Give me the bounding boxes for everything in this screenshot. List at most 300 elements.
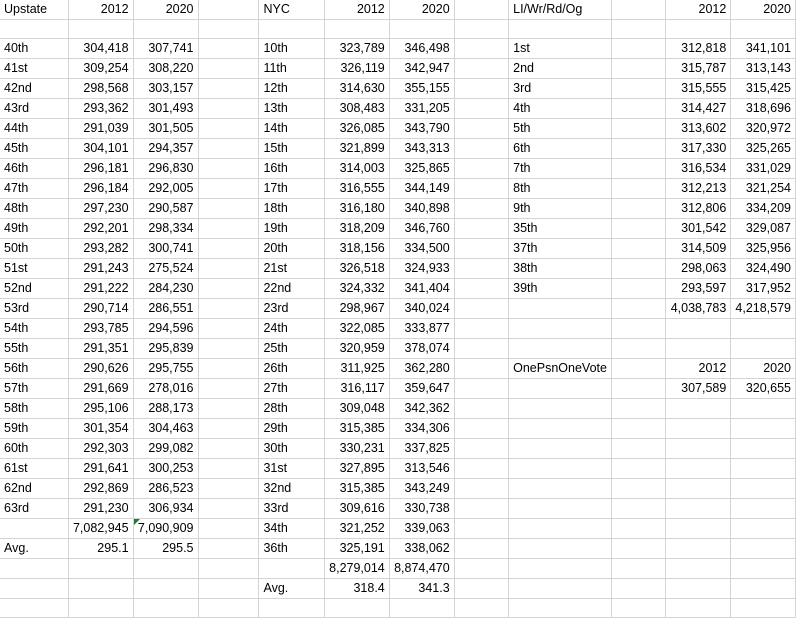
sheet-cell[interactable] xyxy=(68,579,133,599)
sheet-cell[interactable]: 291,641 xyxy=(68,459,133,479)
sheet-cell[interactable] xyxy=(731,419,796,439)
sheet-cell[interactable]: 293,282 xyxy=(68,239,133,259)
sheet-cell[interactable] xyxy=(509,379,612,399)
sheet-cell[interactable]: 341,404 xyxy=(389,279,454,299)
sheet-cell[interactable]: 293,597 xyxy=(666,279,731,299)
sheet-cell[interactable] xyxy=(611,459,665,479)
sheet-cell[interactable]: 291,669 xyxy=(68,379,133,399)
sheet-cell[interactable] xyxy=(509,299,612,319)
sheet-cell[interactable]: 49th xyxy=(0,219,68,239)
sheet-cell[interactable] xyxy=(454,439,508,459)
sheet-cell[interactable]: 56th xyxy=(0,359,68,379)
sheet-cell[interactable] xyxy=(509,539,612,559)
sheet-cell[interactable]: 309,616 xyxy=(324,499,389,519)
sheet-cell[interactable] xyxy=(198,439,259,459)
sheet-cell[interactable]: 61st xyxy=(0,459,68,479)
sheet-cell[interactable]: 291,230 xyxy=(68,499,133,519)
sheet-cell[interactable]: 317,952 xyxy=(731,279,796,299)
sheet-cell[interactable] xyxy=(611,559,665,579)
sheet-cell[interactable]: 334,209 xyxy=(731,199,796,219)
sheet-cell[interactable] xyxy=(611,419,665,439)
sheet-cell[interactable] xyxy=(454,0,508,20)
sheet-cell[interactable]: 51st xyxy=(0,259,68,279)
sheet-cell[interactable] xyxy=(731,20,796,39)
sheet-cell[interactable]: 12th xyxy=(259,79,324,99)
sheet-cell[interactable] xyxy=(198,139,259,159)
sheet-cell[interactable] xyxy=(509,479,612,499)
sheet-cell[interactable]: 3rd xyxy=(509,79,612,99)
sheet-cell[interactable]: 57th xyxy=(0,379,68,399)
sheet-cell[interactable]: Avg. xyxy=(0,539,68,559)
sheet-cell[interactable]: 293,362 xyxy=(68,99,133,119)
sheet-cell[interactable] xyxy=(133,20,198,39)
sheet-cell[interactable] xyxy=(611,359,665,379)
sheet-cell[interactable] xyxy=(68,559,133,579)
sheet-cell[interactable]: 303,157 xyxy=(133,79,198,99)
sheet-cell[interactable]: 20th xyxy=(259,239,324,259)
sheet-cell[interactable]: 343,790 xyxy=(389,119,454,139)
sheet-cell[interactable] xyxy=(454,499,508,519)
sheet-cell[interactable]: 304,101 xyxy=(68,139,133,159)
sheet-cell[interactable] xyxy=(198,339,259,359)
sheet-cell[interactable]: 4,038,783 xyxy=(666,299,731,319)
sheet-cell[interactable]: 295,755 xyxy=(133,359,198,379)
sheet-cell[interactable] xyxy=(68,20,133,39)
sheet-cell[interactable]: 330,738 xyxy=(389,499,454,519)
sheet-cell[interactable]: 42nd xyxy=(0,79,68,99)
sheet-cell[interactable]: 300,741 xyxy=(133,239,198,259)
sheet-cell[interactable]: 31st xyxy=(259,459,324,479)
sheet-cell[interactable]: 60th xyxy=(0,439,68,459)
sheet-cell[interactable]: 55th xyxy=(0,339,68,359)
sheet-cell[interactable]: 346,498 xyxy=(389,39,454,59)
sheet-cell[interactable]: 304,463 xyxy=(133,419,198,439)
sheet-cell[interactable]: 304,418 xyxy=(68,39,133,59)
sheet-cell[interactable] xyxy=(454,139,508,159)
sheet-cell[interactable]: 286,523 xyxy=(133,479,198,499)
sheet-cell[interactable]: 2020 xyxy=(731,359,796,379)
sheet-cell[interactable]: 2020 xyxy=(133,0,198,20)
sheet-cell[interactable]: 24th xyxy=(259,319,324,339)
sheet-cell[interactable] xyxy=(731,519,796,539)
sheet-cell[interactable]: 7,090,909 xyxy=(133,519,198,539)
sheet-cell[interactable]: 341,101 xyxy=(731,39,796,59)
sheet-cell[interactable] xyxy=(454,179,508,199)
sheet-cell[interactable]: 313,602 xyxy=(666,119,731,139)
sheet-cell[interactable]: 362,280 xyxy=(389,359,454,379)
sheet-cell[interactable] xyxy=(731,339,796,359)
sheet-cell[interactable]: 327,895 xyxy=(324,459,389,479)
sheet-cell[interactable] xyxy=(198,159,259,179)
sheet-cell[interactable]: 25th xyxy=(259,339,324,359)
sheet-cell[interactable] xyxy=(666,319,731,339)
sheet-cell[interactable] xyxy=(198,79,259,99)
sheet-cell[interactable] xyxy=(198,239,259,259)
sheet-cell[interactable] xyxy=(611,499,665,519)
sheet-cell[interactable] xyxy=(731,399,796,419)
sheet-cell[interactable]: 307,589 xyxy=(666,379,731,399)
sheet-cell[interactable]: 346,760 xyxy=(389,219,454,239)
sheet-cell[interactable] xyxy=(198,219,259,239)
sheet-cell[interactable] xyxy=(198,379,259,399)
sheet-cell[interactable]: 291,039 xyxy=(68,119,133,139)
sheet-cell[interactable]: 307,741 xyxy=(133,39,198,59)
sheet-cell[interactable]: 29th xyxy=(259,419,324,439)
sheet-cell[interactable] xyxy=(259,599,324,618)
sheet-cell[interactable] xyxy=(454,479,508,499)
sheet-cell[interactable]: 340,898 xyxy=(389,199,454,219)
sheet-cell[interactable] xyxy=(198,59,259,79)
sheet-cell[interactable] xyxy=(666,599,731,618)
sheet-cell[interactable]: 300,253 xyxy=(133,459,198,479)
sheet-cell[interactable]: 22nd xyxy=(259,279,324,299)
sheet-cell[interactable] xyxy=(454,579,508,599)
sheet-cell[interactable]: 312,806 xyxy=(666,199,731,219)
sheet-cell[interactable]: 11th xyxy=(259,59,324,79)
sheet-cell[interactable] xyxy=(509,399,612,419)
sheet-cell[interactable]: 19th xyxy=(259,219,324,239)
sheet-cell[interactable]: 44th xyxy=(0,119,68,139)
sheet-cell[interactable]: 325,865 xyxy=(389,159,454,179)
sheet-cell[interactable] xyxy=(454,559,508,579)
sheet-cell[interactable]: 30th xyxy=(259,439,324,459)
sheet-cell[interactable] xyxy=(611,159,665,179)
sheet-cell[interactable] xyxy=(611,379,665,399)
sheet-cell[interactable]: 324,490 xyxy=(731,259,796,279)
sheet-cell[interactable]: Upstate xyxy=(0,0,68,20)
sheet-cell[interactable]: 329,087 xyxy=(731,219,796,239)
sheet-cell[interactable]: 2020 xyxy=(731,0,796,20)
sheet-cell[interactable] xyxy=(611,539,665,559)
sheet-cell[interactable]: 318,209 xyxy=(324,219,389,239)
sheet-cell[interactable]: 32nd xyxy=(259,479,324,499)
sheet-cell[interactable]: 47th xyxy=(0,179,68,199)
sheet-cell[interactable] xyxy=(198,99,259,119)
sheet-cell[interactable] xyxy=(454,299,508,319)
sheet-cell[interactable] xyxy=(611,259,665,279)
sheet-cell[interactable]: 43rd xyxy=(0,99,68,119)
sheet-cell[interactable]: 45th xyxy=(0,139,68,159)
sheet-cell[interactable]: 5th xyxy=(509,119,612,139)
sheet-cell[interactable]: 295.5 xyxy=(133,539,198,559)
sheet-cell[interactable] xyxy=(454,39,508,59)
sheet-cell[interactable] xyxy=(731,539,796,559)
sheet-cell[interactable]: 301,354 xyxy=(68,419,133,439)
sheet-cell[interactable]: 292,869 xyxy=(68,479,133,499)
sheet-cell[interactable] xyxy=(133,579,198,599)
sheet-cell[interactable]: 299,082 xyxy=(133,439,198,459)
sheet-cell[interactable] xyxy=(198,579,259,599)
sheet-cell[interactable]: 278,016 xyxy=(133,379,198,399)
sheet-cell[interactable]: 316,117 xyxy=(324,379,389,399)
sheet-cell[interactable]: 341.3 xyxy=(389,579,454,599)
sheet-cell[interactable]: 308,483 xyxy=(324,99,389,119)
sheet-cell[interactable] xyxy=(666,479,731,499)
sheet-cell[interactable]: 318,696 xyxy=(731,99,796,119)
sheet-cell[interactable] xyxy=(666,419,731,439)
sheet-cell[interactable] xyxy=(68,599,133,618)
sheet-cell[interactable] xyxy=(198,519,259,539)
sheet-cell[interactable] xyxy=(454,79,508,99)
sheet-cell[interactable]: 15th xyxy=(259,139,324,159)
sheet-cell[interactable] xyxy=(611,20,665,39)
sheet-cell[interactable]: 324,332 xyxy=(324,279,389,299)
sheet-cell[interactable] xyxy=(198,39,259,59)
sheet-cell[interactable]: 293,785 xyxy=(68,319,133,339)
sheet-cell[interactable] xyxy=(198,419,259,439)
sheet-cell[interactable] xyxy=(454,419,508,439)
sheet-cell[interactable]: 36th xyxy=(259,539,324,559)
sheet-cell[interactable]: 342,947 xyxy=(389,59,454,79)
sheet-cell[interactable] xyxy=(198,319,259,339)
sheet-cell[interactable]: 326,085 xyxy=(324,119,389,139)
sheet-cell[interactable]: 286,551 xyxy=(133,299,198,319)
sheet-cell[interactable]: 2nd xyxy=(509,59,612,79)
sheet-cell[interactable] xyxy=(509,439,612,459)
sheet-cell[interactable]: 290,714 xyxy=(68,299,133,319)
sheet-cell[interactable]: 301,493 xyxy=(133,99,198,119)
sheet-cell[interactable]: 292,201 xyxy=(68,219,133,239)
sheet-cell[interactable] xyxy=(389,599,454,618)
sheet-cell[interactable]: 321,899 xyxy=(324,139,389,159)
sheet-cell[interactable] xyxy=(509,459,612,479)
sheet-cell[interactable]: 314,509 xyxy=(666,239,731,259)
sheet-cell[interactable] xyxy=(731,479,796,499)
sheet-cell[interactable] xyxy=(454,20,508,39)
sheet-cell[interactable]: 309,254 xyxy=(68,59,133,79)
sheet-cell[interactable]: 297,230 xyxy=(68,199,133,219)
sheet-cell[interactable]: 6th xyxy=(509,139,612,159)
sheet-cell[interactable]: 343,313 xyxy=(389,139,454,159)
sheet-cell[interactable]: 54th xyxy=(0,319,68,339)
sheet-cell[interactable] xyxy=(611,79,665,99)
sheet-cell[interactable]: 48th xyxy=(0,199,68,219)
sheet-cell[interactable]: 8th xyxy=(509,179,612,199)
sheet-cell[interactable] xyxy=(454,219,508,239)
sheet-cell[interactable] xyxy=(198,179,259,199)
sheet-cell[interactable] xyxy=(198,259,259,279)
sheet-cell[interactable]: 27th xyxy=(259,379,324,399)
sheet-cell[interactable]: 312,818 xyxy=(666,39,731,59)
sheet-cell[interactable]: OnePsnOneVote xyxy=(509,359,612,379)
sheet-cell[interactable] xyxy=(454,399,508,419)
sheet-cell[interactable]: 309,048 xyxy=(324,399,389,419)
sheet-cell[interactable] xyxy=(666,339,731,359)
sheet-cell[interactable] xyxy=(198,499,259,519)
sheet-cell[interactable] xyxy=(454,319,508,339)
sheet-cell[interactable]: 288,173 xyxy=(133,399,198,419)
sheet-cell[interactable] xyxy=(198,479,259,499)
sheet-cell[interactable] xyxy=(133,559,198,579)
sheet-cell[interactable] xyxy=(611,219,665,239)
sheet-cell[interactable]: 334,500 xyxy=(389,239,454,259)
sheet-cell[interactable]: 290,626 xyxy=(68,359,133,379)
sheet-cell[interactable] xyxy=(454,259,508,279)
sheet-cell[interactable]: 35th xyxy=(509,219,612,239)
sheet-cell[interactable]: 316,534 xyxy=(666,159,731,179)
sheet-cell[interactable] xyxy=(198,199,259,219)
sheet-cell[interactable]: 40th xyxy=(0,39,68,59)
sheet-cell[interactable]: 298,334 xyxy=(133,219,198,239)
sheet-cell[interactable]: 46th xyxy=(0,159,68,179)
sheet-cell[interactable]: 323,789 xyxy=(324,39,389,59)
sheet-cell[interactable]: 320,972 xyxy=(731,119,796,139)
sheet-cell[interactable]: 298,063 xyxy=(666,259,731,279)
sheet-cell[interactable] xyxy=(198,20,259,39)
sheet-cell[interactable]: 325,956 xyxy=(731,239,796,259)
sheet-cell[interactable] xyxy=(454,539,508,559)
sheet-cell[interactable] xyxy=(611,139,665,159)
sheet-cell[interactable]: 296,181 xyxy=(68,159,133,179)
sheet-cell[interactable] xyxy=(666,559,731,579)
sheet-cell[interactable] xyxy=(611,579,665,599)
sheet-cell[interactable]: 338,062 xyxy=(389,539,454,559)
sheet-cell[interactable]: 318,156 xyxy=(324,239,389,259)
sheet-cell[interactable]: 314,630 xyxy=(324,79,389,99)
sheet-cell[interactable] xyxy=(666,519,731,539)
sheet-cell[interactable] xyxy=(731,579,796,599)
sheet-cell[interactable] xyxy=(454,119,508,139)
sheet-cell[interactable]: 1st xyxy=(509,39,612,59)
sheet-cell[interactable]: 321,252 xyxy=(324,519,389,539)
sheet-cell[interactable]: 41st xyxy=(0,59,68,79)
sheet-cell[interactable]: 322,085 xyxy=(324,319,389,339)
sheet-cell[interactable]: 344,149 xyxy=(389,179,454,199)
sheet-cell[interactable]: 284,230 xyxy=(133,279,198,299)
sheet-cell[interactable]: 301,505 xyxy=(133,119,198,139)
sheet-cell[interactable]: 325,191 xyxy=(324,539,389,559)
sheet-cell[interactable]: 314,003 xyxy=(324,159,389,179)
sheet-cell[interactable] xyxy=(611,279,665,299)
sheet-cell[interactable]: 331,205 xyxy=(389,99,454,119)
sheet-cell[interactable] xyxy=(611,339,665,359)
sheet-cell[interactable]: 290,587 xyxy=(133,199,198,219)
sheet-cell[interactable]: 2012 xyxy=(68,0,133,20)
sheet-cell[interactable] xyxy=(509,499,612,519)
sheet-cell[interactable] xyxy=(611,119,665,139)
sheet-cell[interactable] xyxy=(0,519,68,539)
sheet-cell[interactable]: 312,213 xyxy=(666,179,731,199)
sheet-cell[interactable] xyxy=(454,159,508,179)
sheet-cell[interactable]: 2020 xyxy=(389,0,454,20)
sheet-cell[interactable] xyxy=(666,579,731,599)
sheet-cell[interactable]: 318.4 xyxy=(324,579,389,599)
sheet-cell[interactable] xyxy=(454,59,508,79)
sheet-cell[interactable] xyxy=(454,379,508,399)
sheet-cell[interactable] xyxy=(454,99,508,119)
sheet-cell[interactable] xyxy=(666,439,731,459)
sheet-cell[interactable] xyxy=(731,499,796,519)
sheet-cell[interactable] xyxy=(611,319,665,339)
sheet-cell[interactable]: 63rd xyxy=(0,499,68,519)
sheet-cell[interactable] xyxy=(0,559,68,579)
sheet-cell[interactable]: 325,265 xyxy=(731,139,796,159)
sheet-cell[interactable]: 28th xyxy=(259,399,324,419)
sheet-cell[interactable] xyxy=(198,539,259,559)
sheet-cell[interactable]: 343,249 xyxy=(389,479,454,499)
sheet-cell[interactable] xyxy=(611,399,665,419)
sheet-cell[interactable]: 311,925 xyxy=(324,359,389,379)
sheet-cell[interactable]: 58th xyxy=(0,399,68,419)
sheet-cell[interactable] xyxy=(198,119,259,139)
sheet-cell[interactable] xyxy=(611,199,665,219)
sheet-cell[interactable] xyxy=(198,359,259,379)
sheet-cell[interactable]: 321,254 xyxy=(731,179,796,199)
sheet-cell[interactable]: 317,330 xyxy=(666,139,731,159)
sheet-cell[interactable]: 9th xyxy=(509,199,612,219)
sheet-cell[interactable] xyxy=(611,0,665,20)
sheet-cell[interactable]: 295,839 xyxy=(133,339,198,359)
sheet-cell[interactable]: 50th xyxy=(0,239,68,259)
sheet-cell[interactable]: 7th xyxy=(509,159,612,179)
sheet-cell[interactable] xyxy=(198,279,259,299)
sheet-cell[interactable] xyxy=(509,599,612,618)
sheet-cell[interactable] xyxy=(198,599,259,618)
sheet-cell[interactable]: Avg. xyxy=(259,579,324,599)
sheet-cell[interactable]: 342,362 xyxy=(389,399,454,419)
sheet-cell[interactable] xyxy=(509,519,612,539)
sheet-cell[interactable]: 314,427 xyxy=(666,99,731,119)
sheet-cell[interactable] xyxy=(611,99,665,119)
sheet-cell[interactable] xyxy=(731,459,796,479)
sheet-cell[interactable]: 18th xyxy=(259,199,324,219)
sheet-cell[interactable]: 62nd xyxy=(0,479,68,499)
sheet-cell[interactable] xyxy=(198,399,259,419)
sheet-cell[interactable] xyxy=(259,20,324,39)
sheet-cell[interactable] xyxy=(454,339,508,359)
sheet-cell[interactable] xyxy=(611,599,665,618)
sheet-cell[interactable] xyxy=(611,179,665,199)
sheet-cell[interactable]: LI/Wr/Rd/Og xyxy=(509,0,612,20)
sheet-cell[interactable] xyxy=(509,319,612,339)
sheet-cell[interactable]: 294,357 xyxy=(133,139,198,159)
sheet-cell[interactable]: 17th xyxy=(259,179,324,199)
sheet-cell[interactable]: 359,647 xyxy=(389,379,454,399)
sheet-cell[interactable]: 316,180 xyxy=(324,199,389,219)
sheet-cell[interactable] xyxy=(454,459,508,479)
sheet-cell[interactable] xyxy=(198,459,259,479)
sheet-cell[interactable]: 38th xyxy=(509,259,612,279)
sheet-cell[interactable]: 37th xyxy=(509,239,612,259)
sheet-cell[interactable] xyxy=(611,39,665,59)
sheet-cell[interactable] xyxy=(611,479,665,499)
sheet-cell[interactable] xyxy=(666,499,731,519)
sheet-cell[interactable]: 320,959 xyxy=(324,339,389,359)
sheet-cell[interactable] xyxy=(731,319,796,339)
sheet-cell[interactable]: 13th xyxy=(259,99,324,119)
sheet-cell[interactable]: 52nd xyxy=(0,279,68,299)
sheet-cell[interactable]: 10th xyxy=(259,39,324,59)
sheet-cell[interactable] xyxy=(454,359,508,379)
sheet-cell[interactable]: 326,518 xyxy=(324,259,389,279)
sheet-cell[interactable] xyxy=(509,20,612,39)
sheet-cell[interactable]: 34th xyxy=(259,519,324,539)
sheet-cell[interactable]: 320,655 xyxy=(731,379,796,399)
sheet-cell[interactable]: 298,568 xyxy=(68,79,133,99)
sheet-cell[interactable]: 337,825 xyxy=(389,439,454,459)
sheet-cell[interactable] xyxy=(198,559,259,579)
sheet-cell[interactable] xyxy=(324,599,389,618)
sheet-cell[interactable] xyxy=(454,279,508,299)
sheet-cell[interactable] xyxy=(454,199,508,219)
sheet-cell[interactable] xyxy=(666,539,731,559)
sheet-cell[interactable]: 333,877 xyxy=(389,319,454,339)
sheet-cell[interactable] xyxy=(731,559,796,579)
sheet-cell[interactable] xyxy=(611,519,665,539)
sheet-cell[interactable] xyxy=(198,0,259,20)
sheet-cell[interactable]: 292,303 xyxy=(68,439,133,459)
sheet-cell[interactable]: 2012 xyxy=(324,0,389,20)
